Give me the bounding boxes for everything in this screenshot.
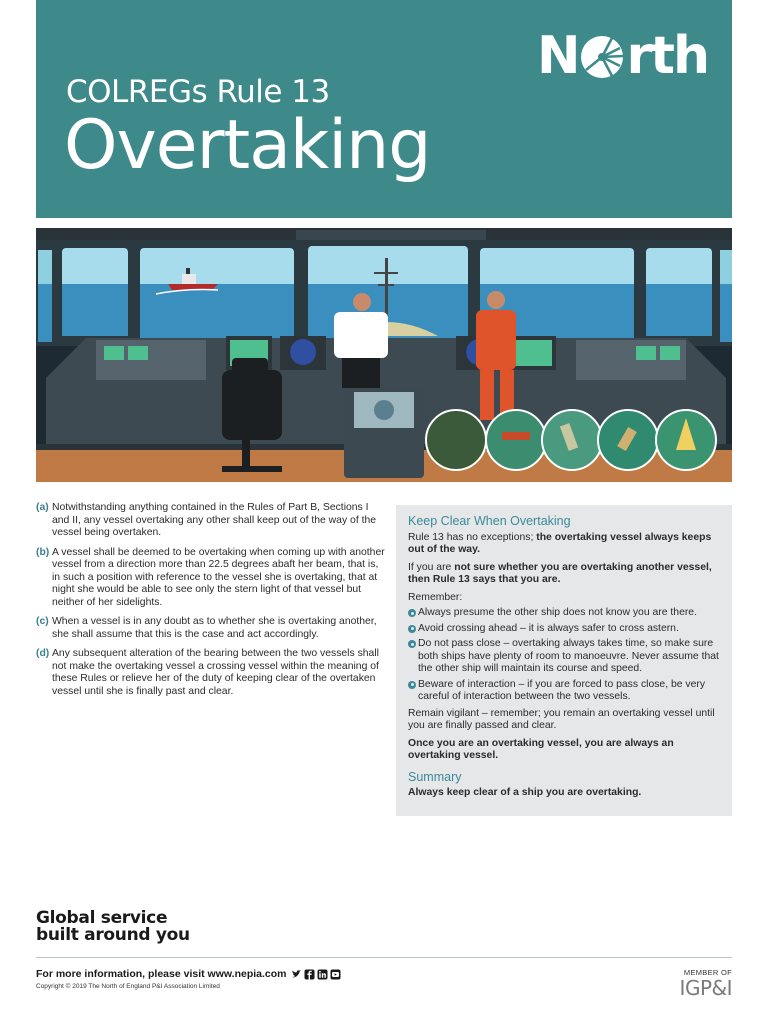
logo-letters-rth: rth xyxy=(626,26,708,86)
bullet-circle-icon xyxy=(408,640,416,648)
logo-sunburst-icon xyxy=(579,33,625,79)
igpi-logo: IGP&I xyxy=(679,976,732,1000)
rule-item-b xyxy=(36,547,386,610)
rule-text: Any subsequent alteration of the bearing between the two vessels shall not make the overtaking vessel a crossing vessel within the meaning of these Rules or relieve her of the duty of keeping clear of the overtaken vessel until she is finally past and clear. xyxy=(52,648,379,697)
bullet-item xyxy=(408,623,720,636)
rule-item-c xyxy=(36,616,386,641)
facebook-icon[interactable] xyxy=(304,969,315,980)
bullet-text: Beware of interaction – if you are forced to pass close, be very careful of interaction between the two vessels. xyxy=(418,678,706,702)
tagline-line-2: built around you xyxy=(36,925,190,945)
copyright-text: Copyright © 2019 The North of England P&I Association Limited xyxy=(36,983,220,990)
keep-clear-panel xyxy=(396,505,732,816)
panel-remember: Remember: xyxy=(408,591,463,603)
panel-bold-text: Always keep clear of a ship you are overtaking. xyxy=(408,787,642,798)
bullet-circle-icon xyxy=(408,609,416,617)
tagline-line-1: Global service xyxy=(36,908,168,928)
tagline xyxy=(36,910,190,944)
footer-divider xyxy=(36,957,732,958)
rule-letter: (a) xyxy=(36,502,49,513)
ship-bridge-illustration xyxy=(36,228,732,482)
page-title: Overtaking xyxy=(64,106,431,185)
bullet-text: Do not pass close – overtaking always takes time, so make sure both ships have plenty of room to manoeuvre. Never assume that the other ship will maintain its course and speed. xyxy=(418,638,719,674)
rule-letter: (b) xyxy=(36,546,50,558)
panel-heading: Keep Clear When Overtaking xyxy=(408,514,571,528)
panel-bold-text: not sure whether you are overtaking another vessel, then Rule 13 says that you are. xyxy=(408,561,712,585)
bullet-item xyxy=(408,638,720,676)
panel-bold-text: Once you are an overtaking vessel, you are always an overtaking vessel. xyxy=(408,737,674,761)
rule-text: When a vessel is in any doubt as to whether she is overtaking another, she shall assume that this is the case and act accordingly. xyxy=(52,616,377,640)
north-logo xyxy=(537,28,708,84)
rule-text: Notwithstanding anything contained in the Rules of Part B, Sections I and II, any vessel overtaking any other shall keep out of the way of the vessel being overtaken. xyxy=(52,502,377,538)
logo-letter-n: N xyxy=(536,26,579,86)
bullet-circle-icon xyxy=(408,681,416,689)
bullet-text: Always presume the other ship does not know you are there. xyxy=(418,607,697,618)
member-label: MEMBER OF xyxy=(683,968,732,977)
bullet-circle-icon xyxy=(408,625,416,633)
panel-remain-vigilant: Remain vigilant – remember; you remain an overtaking vessel until you are finally passed and clear. xyxy=(408,707,715,731)
panel-paragraph-exceptions xyxy=(408,532,720,557)
header-banner xyxy=(36,0,732,218)
panel-once-overtaking xyxy=(408,738,720,763)
linkedin-icon[interactable] xyxy=(317,969,328,980)
panel-bold-text: the overtaking vessel always keeps out of the way. xyxy=(408,531,712,555)
rule-item-d xyxy=(36,648,386,698)
rule-item-a xyxy=(36,502,386,540)
bullet-text: Avoid crossing ahead – it is always safer to cross astern. xyxy=(418,622,679,634)
rule-letter: (c) xyxy=(36,616,49,627)
panel-paragraph-not-sure xyxy=(408,562,720,587)
rule-letter: (d) xyxy=(36,648,50,659)
member-badge xyxy=(680,968,732,999)
youtube-icon[interactable] xyxy=(330,969,341,980)
summary-heading: Summary xyxy=(408,769,462,784)
website-link[interactable]: For more information, please visit www.nepia.com xyxy=(36,968,287,980)
footer-info xyxy=(36,968,341,980)
summary-text xyxy=(408,787,720,800)
social-icons xyxy=(291,969,341,980)
rule-text-column xyxy=(36,502,386,705)
rule-text: A vessel shall be deemed to be overtaking when coming up with another vessel from a direction more than 22.5 degrees abaft her beam, that is, in such a position with reference to the vessel she is overtaking, that at night she would be able to see only the stern light of that vessel but neither of her sidelights. xyxy=(52,546,385,608)
bullet-item xyxy=(408,679,720,704)
page-subtitle: COLREGs Rule 13 xyxy=(66,74,330,110)
panel-text: If you are xyxy=(408,561,455,573)
twitter-icon[interactable] xyxy=(291,969,302,980)
panel-text: Rule 13 has no exceptions; xyxy=(408,531,537,543)
bullet-item xyxy=(408,607,720,620)
